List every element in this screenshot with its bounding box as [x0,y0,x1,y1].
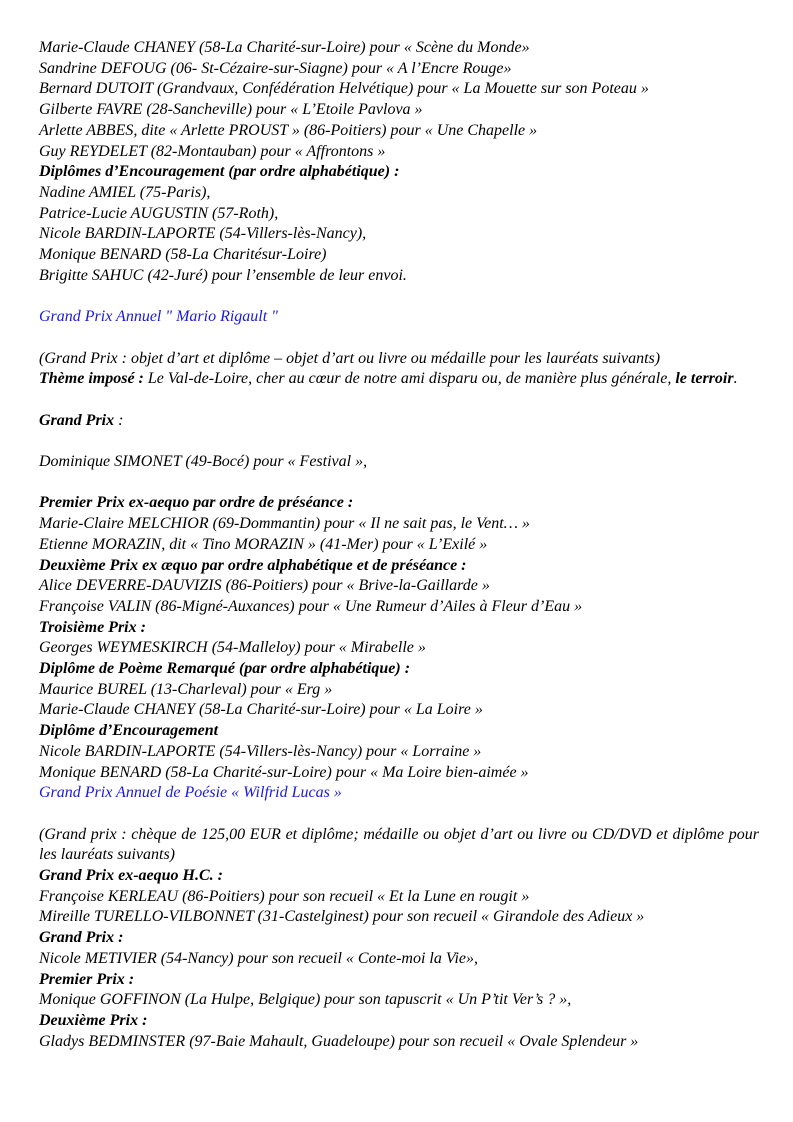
blank-line [39,286,759,307]
theme-text: Le Val-de-Loire, cher au cœur de notre ami disparu ou, de manière plus générale, [143,370,676,388]
blank-line [39,431,759,452]
laureate-line: Etienne MORAZIN, dit « Tino MORAZIN » (41-Mer) pour « L’Exilé » [39,535,488,553]
laureate-line: Brigitte SAHUC (42-Juré) pour l’ensemble de leur envoi. [39,266,407,284]
grand-prix-heading [39,411,759,432]
grand-prix-label: Grand Prix [39,411,115,429]
prizes-note: (Grand prix : chèque de 125,00 EUR et diplôme; médaille ou objet d’art ou livre ou CD/DVD et diplôme pour les lauréats suivants) [39,825,759,864]
laureate-line: Gladys BEDMINSTER (97-Baie Mahault, Guadeloupe) pour son recueil « Ovale Splendeur » [39,1032,639,1050]
blank-line [39,390,759,411]
diplome-encouragement-heading: Diplôme d’Encouragement [39,722,219,740]
laureate-line: Monique BENARD (58-La Charité-sur-Loire) pour « Ma Loire bien-aimée » [39,763,529,781]
theme-label: Thème imposé : [39,370,144,388]
lucas-premier-prix-heading: Premier Prix : [39,970,135,988]
laureate-line: Patrice-Lucie AUGUSTIN (57-Roth), [39,204,279,222]
laureate-line: Guy REYDELET (82-Montauban) pour « Affrontons » [39,142,386,160]
laureate-line: Marie-Claire MELCHIOR (69-Dommantin) pour « Il ne sait pas, le Vent… » [39,515,530,533]
grand-prix-lucas-title: Grand Prix Annuel de Poésie « Wilfrid Lucas » [39,784,342,802]
theme-paragraph [39,369,759,390]
laureate-line: Monique GOFFINON (La Hulpe, Belgique) pour son tapuscrit « Un P’tit Ver’s ? », [39,991,572,1009]
deuxieme-prix-heading: Deuxième Prix ex æquo par ordre alphabétique et de préséance : [39,556,467,574]
laureate-line: Gilberte FAVRE (28-Sancheville) pour « L’Etoile Pavlova » [39,101,423,119]
laureate-line: Sandrine DEFOUG (06- St-Cézaire-sur-Siagne) pour « A l’Encre Rouge» [39,59,512,77]
lucas-hc-heading: Grand Prix ex-aequo H.C. : [39,867,223,885]
grand-prix-colon: : [114,411,124,429]
laureate-line: Nicole BARDIN-LAPORTE (54-Villers-lès-Nancy) pour « Lorraine » [39,742,482,760]
laureate-line: Alice DEVERRE-DAUVIZIS (86-Poitiers) pour « Brive-la-Gaillarde » [39,577,490,595]
laureate-line: Maurice BUREL (13-Charleval) pour « Erg » [39,680,333,698]
theme-terroir: le terroir [675,370,734,388]
lucas-deuxieme-prix-heading: Deuxième Prix : [39,1011,148,1029]
grand-prix-rigault-title: Grand Prix Annuel " Mario Rigault " [39,308,278,326]
laureate-line: Monique BENARD (58-La Charitésur-Loire) [39,246,327,264]
laureate-line: Nadine AMIEL (75-Paris), [39,183,211,201]
prizes-note: (Grand Prix : objet d’art et diplôme – objet d’art ou livre ou médaille pour les lauréats suivants) [39,349,661,367]
blank-line [39,328,759,349]
laureate-line: Arlette ABBES, dite « Arlette PROUST » (86-Poitiers) pour « Une Chapelle » [39,121,538,139]
troisieme-prix-heading: Troisième Prix : [39,618,146,636]
blank-line [39,473,759,494]
blank-line [39,804,759,825]
laureate-line: Marie-Claude CHANEY (58-La Charité-sur-Loire) pour « Scène du Monde» [39,39,530,56]
laureate-line: Dominique SIMONET (49-Bocé) pour « Festival », [39,453,368,470]
laureate-line: Mireille TURELLO-VILBONNET (31-Castelginest) pour son recueil « Girandole des Adieux » [39,908,645,926]
lucas-grand-prix-heading: Grand Prix : [39,929,124,947]
laureate-line: Marie-Claude CHANEY (58-La Charité-sur-Loire) pour « La Loire » [39,701,483,719]
laureate-line: Françoise KERLEAU (86-Poitiers) pour son recueil « Et la Lune en rougit » [39,887,530,905]
laureate-line: Bernard DUTOIT (Grandvaux, Confédération Helvétique) pour « La Mouette sur son Poteau » [39,80,649,98]
laureate-line: Françoise VALIN (86-Migné-Auxances) pour « Une Rumeur d’Ailes à Fleur d’Eau » [39,597,583,615]
laureate-line: Georges WEYMESKIRCH (54-Malleloy) pour « Mirabelle » [39,639,426,657]
premier-prix-heading: Premier Prix ex-aequo par ordre de préséance : [39,494,354,512]
document-page [39,38,759,1052]
laureate-line: Nicole METIVIER (54-Nancy) pour son recueil « Conte-moi la Vie», [39,949,479,967]
theme-end: . [733,370,738,388]
laureate-line: Nicole BARDIN-LAPORTE (54-Villers-lès-Nancy), [39,225,367,243]
section-heading-diplomes-encouragement: Diplômes d’Encouragement (par ordre alphabétique) : [39,163,400,181]
diplome-remarque-heading: Diplôme de Poème Remarqué (par ordre alphabétique) : [39,660,411,678]
